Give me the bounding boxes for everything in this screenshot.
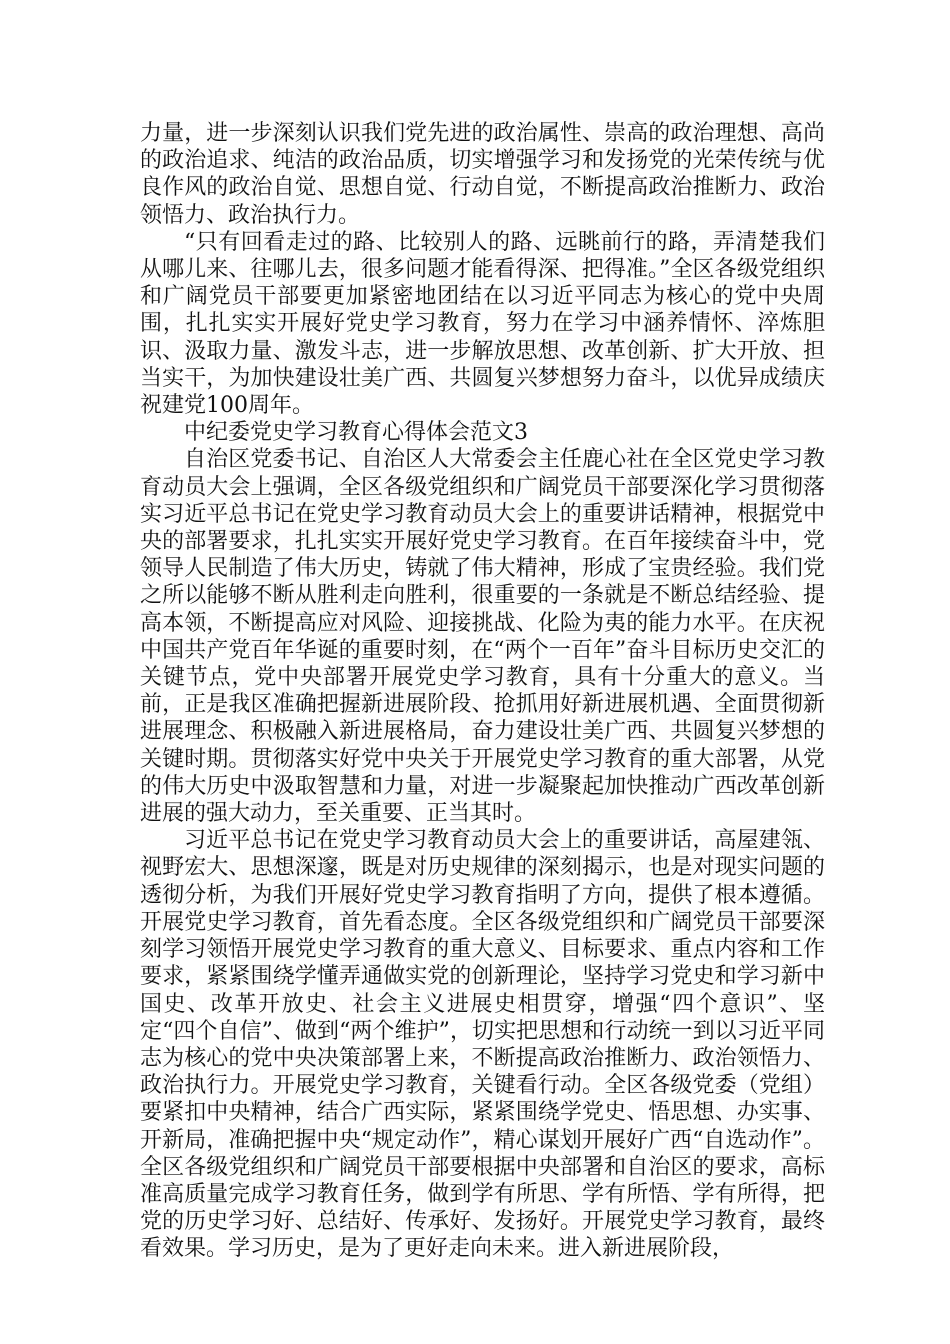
paragraph-body-1: 自治区党委书记、自治区人大常委会主任鹿心社在全区党史学习教育动员大会上强调，全区各级党组织和广阔党员干部要深化学习贯彻落实习近平总书记在党史学习教育动员大会上的重要讲话精神，根据党中央的部署要求，扎扎实实开展好党史学习教育。在百年接续奋斗中，党领导人民制造了伟大历史，铸就了伟大精神，形成了宝贵经验。我们党之所以能够不断从胜利走向胜利，很重要的一条就是不断总结经验、提高本领，不断提高应对风险、迎接挑战、化险为夷的能力水平。在庆祝中国共产党百年华诞的重要时刻，在“两个一百年”奋斗目标历史交汇的关键节点，党中央部署开展党史学习教育，具有十分重大的意义。当前，正是我区准确把握新进展阶段、抢抓用好新进展机遇、全面贯彻新进展理念、积极融入新进展格局，奋力建设壮美广西、共圆复兴梦想的关键时期。贯彻落实好党中央关于开展党史学习教育的重大部署，从党的伟大历史中汲取智慧和力量，对进一步凝聚起加快推动广西改革创新进展的强大动力，至关重要、正当其时。 — [140, 447, 825, 827]
section-heading: 中纪委党史学习教育心得体会范文3 — [184, 420, 528, 446]
paragraph-continuation: 力量，进一步深刻认识我们党先进的政治属性、崇高的政治理想、高尚的政治追求、纯洁的政治品质，切实增强学习和发扬党的光荣传统与优良作风的政治自觉、思想自觉、行动自觉，不断提高政治推断力、政治领悟力、政治执行力。 — [140, 121, 825, 228]
document-page — [140, 120, 825, 1263]
paragraph-quote: “只有回看走过的路、比较别人的路、远眺前行的路，弄清楚我们从哪儿来、往哪儿去，很多问题才能看得深、把得准。”全区各级党组织和广阔党员干部要更加紧密地团结在以习近平同志为核心的党中央周围，扎扎实实开展好党史学习教育，努力在学习中涵养情怀、淬炼胆识、汲取力量、激发斗志，进一步解放思想、改革创新、扩大开放、担当实干，为加快建设壮美广西、共圆复兴梦想努力奋斗，以优异成绩庆祝建党100周年。 — [140, 229, 825, 419]
paragraph-body-2: 习近平总书记在党史学习教育动员大会上的重要讲话，高屋建瓴、视野宏大、思想深邃，既是对历史规律的深刻揭示，也是对现实问题的透彻分析，为我们开展好党史学习教育指明了方向，提供了根本遵循。开展党史学习教育，首先看态度。全区各级党组织和广阔党员干部要深刻学习领悟开展党史学习教育的重大意义、目标要求、重点内容和工作要求，紧紧围绕学懂弄通做实党的创新理论，坚持学习党史和学习新中国史、改革开放史、社会主义进展史相贯穿，增强“四个意识”、坚定“四个自信”、做到“两个维护”，切实把思想和行动统一到以习近平同志为核心的党中央决策部署上来，不断提高政治推断力、政治领悟力、政治执行力。开展党史学习教育，关键看行动。全区各级党委（党组）要紧扣中央精神，结合广西实际，紧紧围绕学党史、悟思想、办实事、开新局，准确把握中央“规定动作”，精心谋划开展好广西“自选动作”。全区各级党组织和广阔党员干部要根据中央部署和自治区的要求，高标准高质量完成学习教育任务，做到学有所思、学有所悟、学有所得，把党的历史学习好、总结好、传承好、发扬好。开展党史学习教育，最终看效果。学习历史，是为了更好走向未来。进入新进展阶段， — [140, 828, 825, 1262]
